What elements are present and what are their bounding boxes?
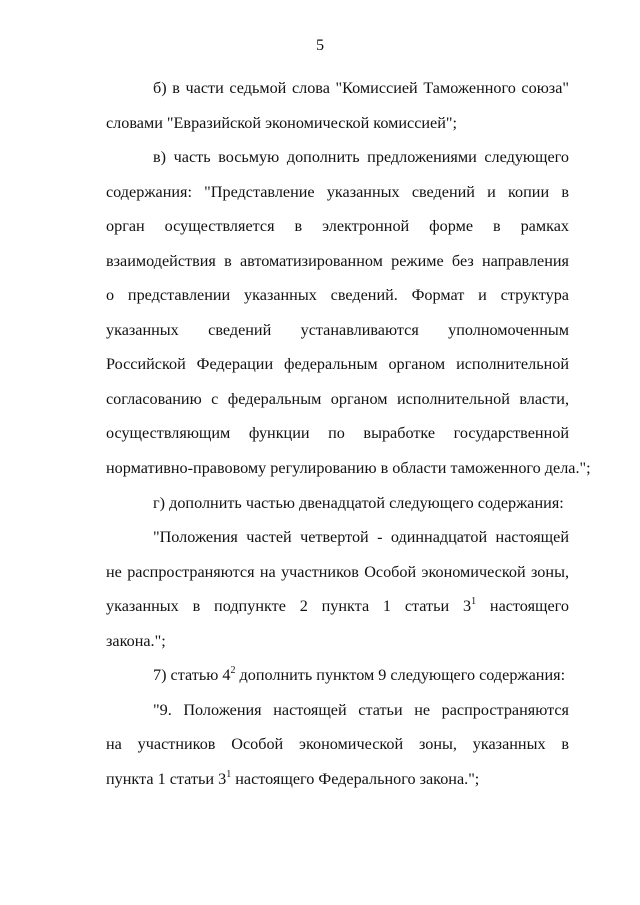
text-line <box>106 209 569 244</box>
text-segment: указанных в подпункте 2 пункта 1 статьи 3 <box>106 597 472 616</box>
text-segment: взаимодействия в автоматизированном режиме без направления <box>106 251 569 270</box>
text-segment: пункта 1 статьи 3 <box>106 769 227 788</box>
text-segment: б) в части седьмой слова "Комиссией Таможенного союза" <box>153 79 569 97</box>
text-line <box>106 693 569 728</box>
text-segment: на участников Особой экономической зоны, указанных в <box>106 735 569 754</box>
text-line <box>106 624 569 659</box>
text-line <box>106 486 569 521</box>
text-line <box>106 313 569 348</box>
text-segment: "Положения частей четвертой - одиннадцатой настоящей <box>153 528 569 547</box>
text-segment: закона."; <box>106 631 166 650</box>
text-segment: не распространяются на участников Особой экономической зоны, <box>106 562 569 581</box>
text-line <box>106 658 569 693</box>
document-body <box>106 71 591 796</box>
text-segment: словами "Евразийской экономической комиссией"; <box>106 113 458 132</box>
text-segment: указанных сведений устанавливаются уполномоченным <box>106 320 569 339</box>
text-segment: г) дополнить частью двенадцатой следующего содержания: <box>153 493 564 512</box>
text-line <box>106 244 569 279</box>
text-line <box>106 106 569 141</box>
text-segment: осуществляющим функции по выработке государственной <box>106 424 569 443</box>
text-line <box>106 727 569 762</box>
text-line <box>106 520 569 555</box>
text-segment: настоящего <box>489 597 569 616</box>
superscript: 2 <box>230 665 236 677</box>
text-segment: Российской Федерации федеральным органом исполнительной <box>106 355 569 374</box>
text-line <box>106 451 591 486</box>
text-segment: орган осуществляется в электронной форме в рамках <box>106 217 569 236</box>
text-segment: в) часть восьмую дополнить предложениями следующего <box>153 148 569 167</box>
text-segment: нормативно-правовому регулированию в области таможенного дела."; <box>106 459 591 478</box>
text-line <box>106 175 569 210</box>
text-line <box>106 71 569 106</box>
text-segment: содержания: "Представление указанных сведений и копии в <box>106 182 569 201</box>
text-segment: согласованию с федеральным органом исполнительной власти, <box>106 389 569 408</box>
text-segment: о представлении указанных сведений. Формат и структура <box>106 286 569 305</box>
text-line <box>106 416 569 451</box>
text-line <box>106 555 569 590</box>
text-line <box>106 278 569 313</box>
text-line <box>106 589 569 624</box>
text-line <box>106 382 569 417</box>
text-segment: 7) статью 4 <box>153 666 231 685</box>
text-line <box>106 762 569 797</box>
text-segment: настоящего Федерального закона."; <box>231 769 480 788</box>
text-line <box>106 347 569 382</box>
text-segment: "9. Положения настоящей статьи не распространяются <box>153 700 569 719</box>
text-line <box>106 140 569 175</box>
superscript: 1 <box>226 768 232 780</box>
superscript: 1 <box>471 596 477 608</box>
text-segment: дополнить пунктом 9 следующего содержания: <box>235 666 566 685</box>
page-number: 5 <box>315 36 325 54</box>
